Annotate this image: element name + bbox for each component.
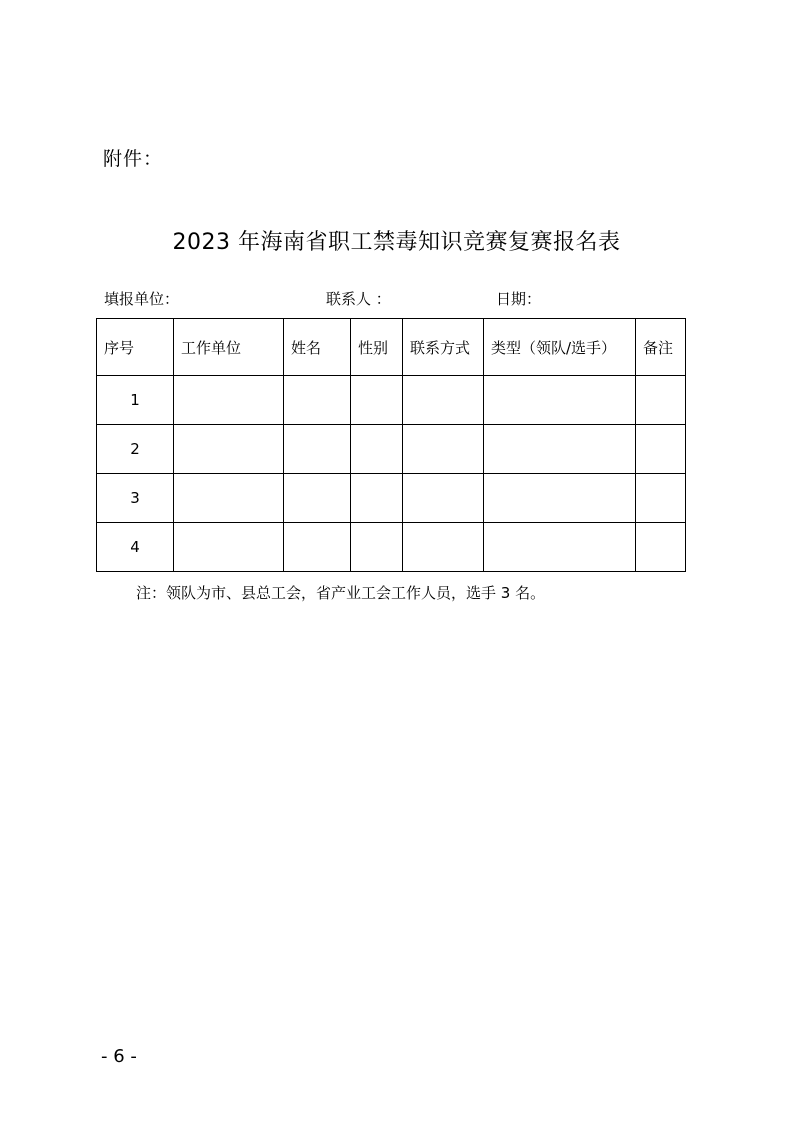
row-index: 4 [97,523,174,572]
cell-contact[interactable] [403,376,484,425]
page-number: - 6 - [101,1046,137,1067]
cell-remarks[interactable] [636,523,686,572]
table-row [97,523,686,572]
cell-contact[interactable] [403,474,484,523]
fill-unit-label: 填报单位： [104,290,180,308]
table-row [97,425,686,474]
header-cell-remarks: 备注 [636,319,686,376]
cell-contact[interactable] [403,425,484,474]
attachment-label: 附件： [103,148,164,170]
cell-gender[interactable] [351,523,403,572]
cell-type[interactable] [484,425,636,474]
cell-work-unit[interactable] [174,474,284,523]
form-title: 2023 年海南省职工禁毒知识竞赛复赛报名表 [172,230,621,255]
cell-work-unit[interactable] [174,425,284,474]
header-cell-type: 类型（领队/选手） [484,319,636,376]
row-index: 2 [97,425,174,474]
cell-gender[interactable] [351,474,403,523]
cell-name[interactable] [284,376,351,425]
cell-name[interactable] [284,425,351,474]
header-cell-name: 姓名 [284,319,351,376]
cell-work-unit[interactable] [174,376,284,425]
cell-remarks[interactable] [636,474,686,523]
table-row [97,376,686,425]
header-cell-contact: 联系方式 [403,319,484,376]
fill-contact-label: 联系人 ： [326,290,391,308]
table-row [97,474,686,523]
fill-date-label: 日期： [496,290,542,308]
cell-gender[interactable] [351,376,403,425]
header-cell-work-unit: 工作单位 [174,319,284,376]
header-cell-index: 序号 [97,319,174,376]
cell-contact[interactable] [403,523,484,572]
cell-type[interactable] [484,474,636,523]
table-note: 注：领队为市、县总工会，省产业工会工作人员，选手 3 名。 [136,584,546,602]
registration-table [96,318,686,572]
header-cell-gender: 性别 [351,319,403,376]
row-index: 3 [97,474,174,523]
cell-name[interactable] [284,474,351,523]
cell-type[interactable] [484,523,636,572]
cell-remarks[interactable] [636,425,686,474]
table-header-row [97,319,686,376]
cell-gender[interactable] [351,425,403,474]
cell-name[interactable] [284,523,351,572]
row-index: 1 [97,376,174,425]
cell-remarks[interactable] [636,376,686,425]
cell-type[interactable] [484,376,636,425]
cell-work-unit[interactable] [174,523,284,572]
